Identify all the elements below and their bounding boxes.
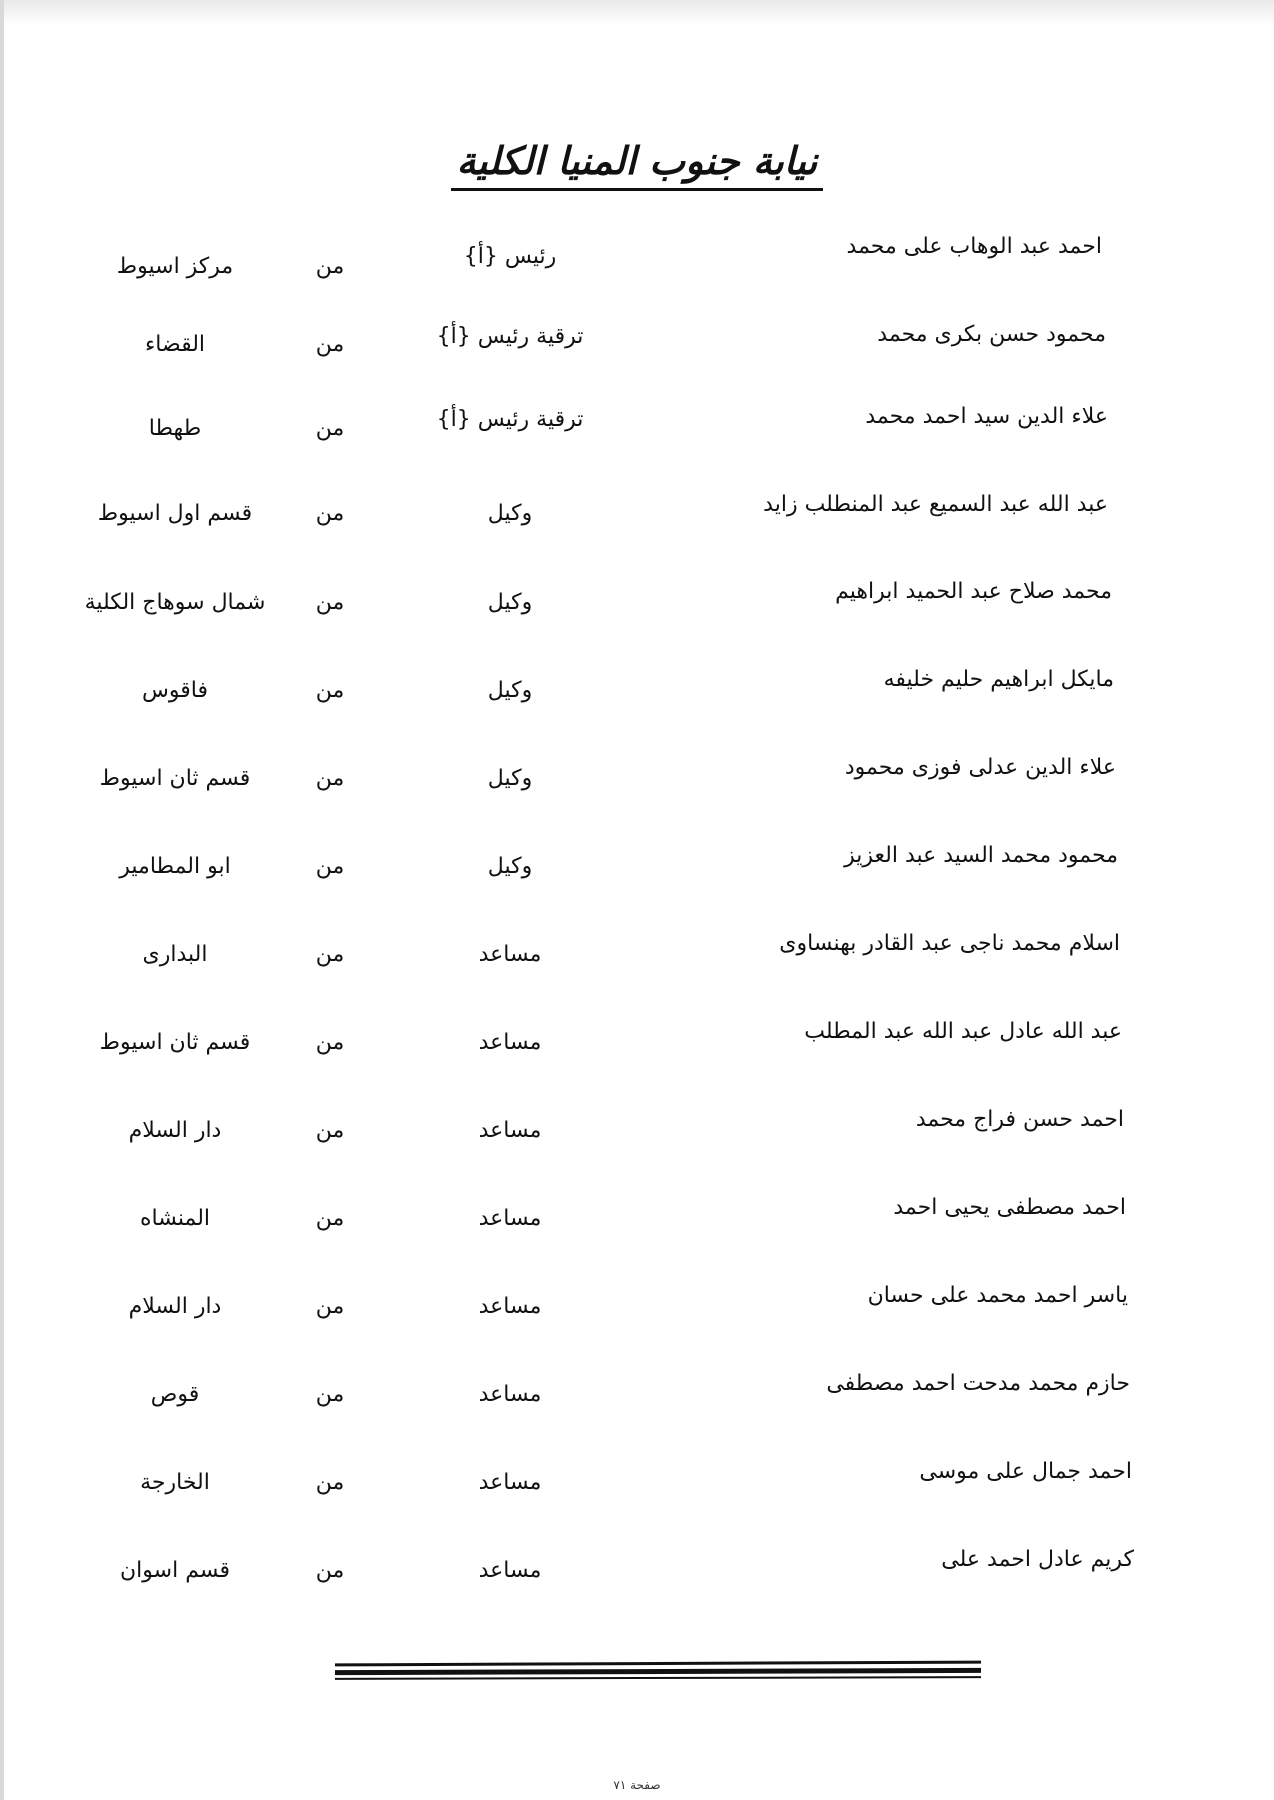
page-number: صفحة ٧١ xyxy=(613,1778,661,1792)
person-name: محمود حسن بكرى محمد xyxy=(877,322,1106,347)
from-label: من xyxy=(315,678,345,703)
list-row xyxy=(0,1107,1274,1160)
list-row xyxy=(0,1019,1274,1072)
footer-rule-thick xyxy=(335,1668,981,1675)
page-title-text: نيابة جنوب المنيا الكلية xyxy=(451,138,824,191)
rank-label: مساعد xyxy=(478,942,542,967)
list-row xyxy=(0,232,1274,282)
origin-court: شمال سوهاج الكلية xyxy=(84,590,266,615)
from-label: من xyxy=(315,501,345,526)
person-name: ياسر احمد محمد على حسان xyxy=(867,1283,1128,1308)
rank-label: وكيل xyxy=(487,678,533,703)
rank-label: مساعد xyxy=(478,1206,542,1231)
origin-court: فاقوس xyxy=(142,678,208,703)
rank-label: مساعد xyxy=(478,1470,542,1495)
rank-label: مساعد xyxy=(478,1030,542,1055)
person-name: محمود محمد السيد عبد العزيز xyxy=(844,843,1118,868)
rank-label: مساعد xyxy=(478,1558,542,1583)
origin-court: المنشاه xyxy=(139,1206,211,1231)
person-name: عبد الله عبد السميع عبد المنطلب زايد xyxy=(763,492,1108,517)
from-label: من xyxy=(315,1294,345,1319)
origin-court: طهطا xyxy=(148,416,202,441)
from-label: من xyxy=(315,1206,345,1231)
origin-court: قوص xyxy=(150,1382,200,1407)
rank-label: مساعد xyxy=(478,1118,542,1143)
origin-court: القضاء xyxy=(144,332,206,357)
from-label: من xyxy=(315,416,345,441)
rank-label: ترقية رئيس {أ} xyxy=(436,407,584,432)
rank-label: رئيس {أ} xyxy=(463,244,557,269)
list-row xyxy=(0,1459,1274,1512)
rank-label: وكيل xyxy=(487,590,533,615)
person-name: محمد صلاح عبد الحميد ابراهيم xyxy=(835,579,1112,604)
from-label: من xyxy=(315,590,345,615)
footer-rule-thin xyxy=(335,1676,981,1680)
rank-label: مساعد xyxy=(478,1382,542,1407)
list-row xyxy=(0,579,1274,632)
list-row xyxy=(0,755,1274,808)
origin-court: الخارجة xyxy=(140,1470,210,1495)
from-label: من xyxy=(315,854,345,879)
rank-label: وكيل xyxy=(487,766,533,791)
footer-divider xyxy=(335,1662,981,1684)
from-label: من xyxy=(315,332,345,357)
rank-label: مساعد xyxy=(478,1294,542,1319)
person-name: علاء الدين سيد احمد محمد xyxy=(865,404,1108,429)
from-label: من xyxy=(315,766,345,791)
list-row xyxy=(0,1283,1274,1336)
person-name: احمد عبد الوهاب على محمد xyxy=(846,234,1102,259)
from-label: من xyxy=(315,1030,345,1055)
origin-court: ابو المطامير xyxy=(119,854,231,879)
list-row xyxy=(0,1195,1274,1248)
person-name: احمد جمال على موسى xyxy=(919,1459,1132,1484)
person-name: عبد الله عادل عبد الله عبد المطلب xyxy=(804,1019,1122,1044)
origin-court: قسم ثان اسيوط xyxy=(99,766,251,791)
list-row xyxy=(0,404,1274,457)
person-name: اسلام محمد ناجى عبد القادر بهنساوى xyxy=(779,931,1120,956)
footer-rule-thin xyxy=(335,1661,981,1667)
origin-court: قسم ثان اسيوط xyxy=(99,1030,251,1055)
person-name: مايكل ابراهيم حليم خليفه xyxy=(883,667,1114,692)
origin-court: دار السلام xyxy=(128,1294,222,1319)
from-label: من xyxy=(315,1470,345,1495)
from-label: من xyxy=(315,942,345,967)
list-row xyxy=(0,320,1274,370)
from-label: من xyxy=(315,1558,345,1583)
from-label: من xyxy=(315,1382,345,1407)
person-name: كريم عادل احمد على xyxy=(941,1547,1134,1572)
list-row xyxy=(0,1547,1274,1600)
from-label: من xyxy=(315,1118,345,1143)
rank-label: ترقية رئيس {أ} xyxy=(436,324,584,349)
rank-label: وكيل xyxy=(487,854,533,879)
list-row xyxy=(0,492,1274,545)
person-name: حازم محمد مدحت احمد مصطفى xyxy=(826,1371,1130,1396)
list-row xyxy=(0,1371,1274,1424)
rank-label: وكيل xyxy=(487,501,533,526)
origin-court: البدارى xyxy=(142,942,208,967)
person-name: احمد حسن فراج محمد xyxy=(915,1107,1124,1132)
origin-court: قسم اسوان xyxy=(120,1558,230,1583)
from-label: من xyxy=(315,254,345,279)
person-name: علاء الدين عدلى فوزى محمود xyxy=(844,755,1116,780)
list-row xyxy=(0,931,1274,984)
list-row xyxy=(0,667,1274,720)
origin-court: دار السلام xyxy=(128,1118,222,1143)
person-name: احمد مصطفى يحيى احمد xyxy=(893,1195,1126,1220)
origin-court: مركز اسيوط xyxy=(116,254,234,279)
origin-court: قسم اول اسيوط xyxy=(97,501,253,526)
list-row xyxy=(0,843,1274,896)
